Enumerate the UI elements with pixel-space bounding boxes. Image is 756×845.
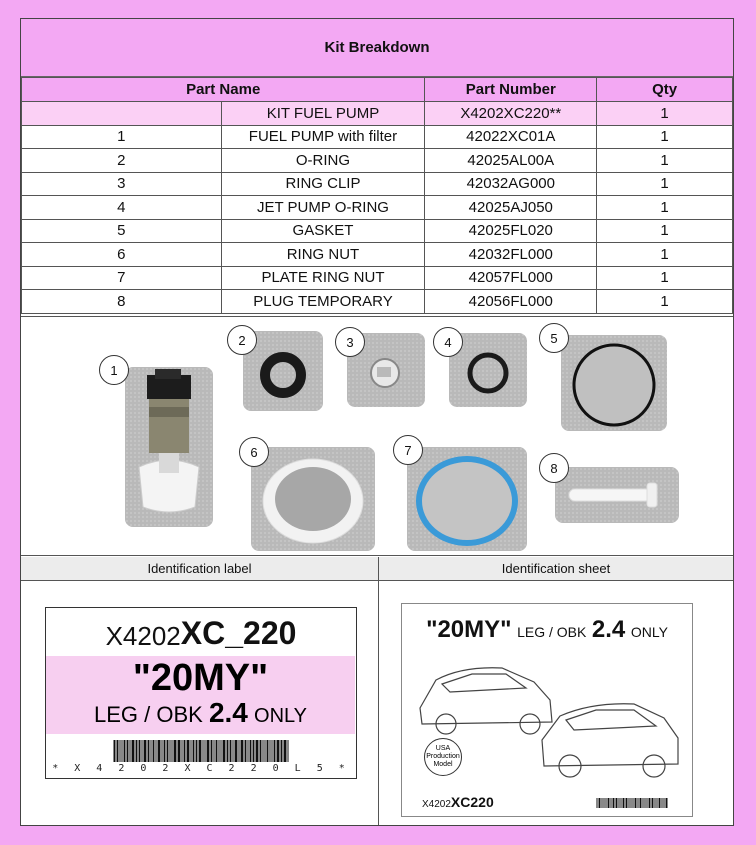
label-leg: LEG / OBK xyxy=(94,702,203,727)
car-illustrations xyxy=(402,604,694,818)
row-name: RING CLIP xyxy=(221,172,425,196)
row-qty: 1 xyxy=(597,196,733,220)
label-code xyxy=(46,608,356,652)
label-code-suffix: XC_220 xyxy=(180,615,297,651)
row-number: 42032FL000 xyxy=(425,243,597,267)
plate-ring-nut-photo xyxy=(407,447,527,551)
row-name: RING NUT xyxy=(221,243,425,267)
usa-line-1: USA xyxy=(435,745,451,752)
row-name: PLATE RING NUT xyxy=(221,266,425,290)
table-row xyxy=(22,266,733,290)
row-qty: 1 xyxy=(597,149,733,173)
sheet-engine: 2.4 xyxy=(591,616,626,643)
row-name: GASKET xyxy=(221,219,425,243)
callout-7: 7 xyxy=(393,435,423,465)
parts-photo-panel xyxy=(21,316,733,556)
row-qty: 1 xyxy=(597,243,733,267)
usa-production-badge xyxy=(424,738,462,776)
kit-title: Kit Breakdown xyxy=(21,19,733,77)
gasket-photo xyxy=(561,335,667,431)
label-only: ONLY xyxy=(254,705,307,727)
table-row xyxy=(22,243,733,267)
label-barcode-text: * X 4 2 0 2 X C 2 2 0 L 5 * xyxy=(52,763,350,774)
row-name: JET PUMP O-RING xyxy=(221,196,425,220)
table-row xyxy=(22,196,733,220)
kit-row-number: X4202XC220** xyxy=(425,102,597,126)
callout-8: 8 xyxy=(539,453,569,483)
row-index: 5 xyxy=(22,219,222,243)
header-part-number: Part Number xyxy=(425,78,597,102)
sheet-year: "20MY" xyxy=(426,616,512,643)
callout-3: 3 xyxy=(335,327,365,357)
row-number: 42057FL000 xyxy=(425,266,597,290)
identification-sheet-header: Identification sheet xyxy=(379,557,733,581)
row-number: 42025AJ050 xyxy=(425,196,597,220)
ring-nut-photo xyxy=(251,447,375,551)
row-index: 8 xyxy=(22,290,222,314)
row-qty: 1 xyxy=(597,266,733,290)
sheet-only: ONLY xyxy=(630,624,668,640)
kit-row-name: KIT FUEL PUMP xyxy=(221,102,425,126)
identification-label-header: Identification label xyxy=(21,557,378,581)
row-name: O-RING xyxy=(221,149,425,173)
usa-line-2: Production xyxy=(426,753,460,760)
table-row xyxy=(22,149,733,173)
table-header-row xyxy=(22,78,733,102)
kit-row-qty: 1 xyxy=(597,102,733,126)
label-highlight xyxy=(46,656,355,734)
callout-6: 6 xyxy=(239,437,269,467)
usa-line-3: Model xyxy=(433,761,453,768)
row-number: 42056FL000 xyxy=(425,290,597,314)
identification-sheet xyxy=(401,603,693,817)
row-index: 6 xyxy=(22,243,222,267)
kit-row-index xyxy=(22,102,222,126)
header-part-name: Part Name xyxy=(22,78,425,102)
row-index: 2 xyxy=(22,149,222,173)
sheet-code-prefix: X4202 xyxy=(422,799,451,810)
row-name: FUEL PUMP with filter xyxy=(221,125,425,149)
label-model xyxy=(46,698,355,731)
row-qty: 1 xyxy=(597,172,733,196)
header-qty: Qty xyxy=(597,78,733,102)
row-qty: 1 xyxy=(597,219,733,243)
label-barcode xyxy=(114,740,289,762)
label-code-prefix: X4202 xyxy=(105,621,181,651)
row-index: 4 xyxy=(22,196,222,220)
table-row xyxy=(22,290,733,314)
row-number: 42022XC01A xyxy=(425,125,597,149)
callout-4: 4 xyxy=(433,327,463,357)
row-number: 42032AG000 xyxy=(425,172,597,196)
identification-section xyxy=(21,557,733,825)
identification-label-panel xyxy=(21,557,379,825)
row-index: 7 xyxy=(22,266,222,290)
row-name: PLUG TEMPORARY xyxy=(221,290,425,314)
row-number: 42025FL020 xyxy=(425,219,597,243)
identification-sheet-panel xyxy=(379,557,733,825)
kit-sheet xyxy=(20,18,734,826)
callout-5: 5 xyxy=(539,323,569,353)
sheet-code xyxy=(422,794,494,810)
sheet-leg: LEG / OBK xyxy=(517,624,587,640)
sheet-code-suffix: XC220 xyxy=(450,794,494,810)
label-engine: 2.4 xyxy=(208,697,248,728)
table-row xyxy=(22,172,733,196)
row-qty: 1 xyxy=(597,125,733,149)
row-index: 1 xyxy=(22,125,222,149)
parts-table xyxy=(21,77,733,314)
callout-1: 1 xyxy=(99,355,129,385)
table-row xyxy=(22,125,733,149)
kit-row xyxy=(22,102,733,126)
callout-2: 2 xyxy=(227,325,257,355)
table-row xyxy=(22,219,733,243)
identification-label-card xyxy=(45,607,357,779)
row-number: 42025AL00A xyxy=(425,149,597,173)
plug-temporary-photo xyxy=(555,467,679,523)
row-qty: 1 xyxy=(597,290,733,314)
fuel-pump-photo xyxy=(125,367,213,527)
row-index: 3 xyxy=(22,172,222,196)
sheet-barcode xyxy=(597,798,668,808)
label-year: "20MY" xyxy=(132,657,269,699)
